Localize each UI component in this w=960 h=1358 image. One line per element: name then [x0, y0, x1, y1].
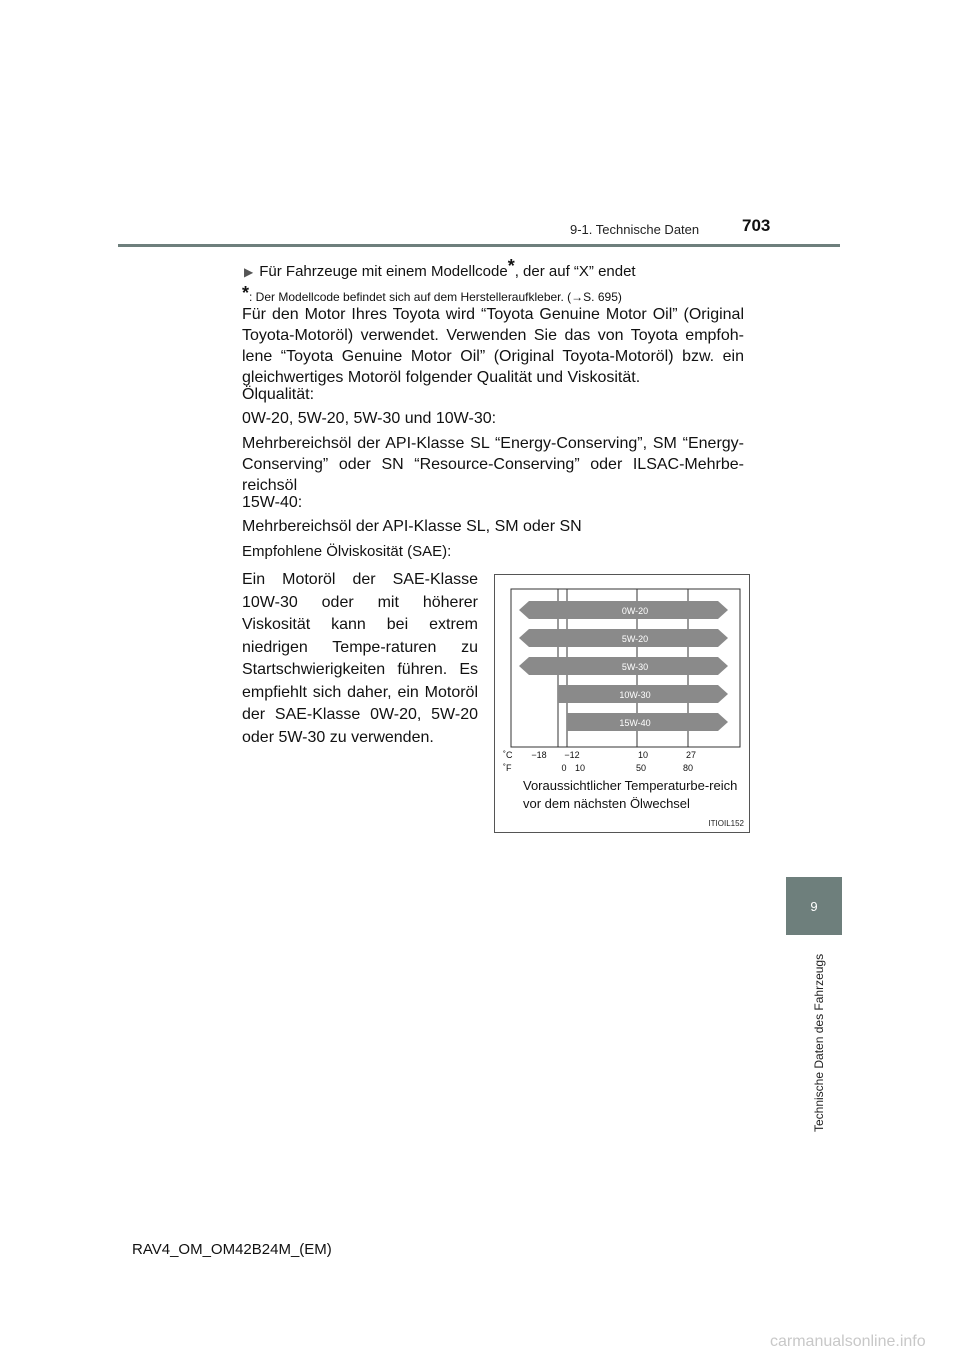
chapter-side-label — [812, 942, 826, 1132]
heading-suffix: , der auf “X” endet — [514, 263, 636, 280]
chapter-title: Technische Daten des Fahrzeugs — [812, 953, 826, 1132]
viscosity-bar-label: 0W-20 — [621, 606, 649, 616]
viscosity-bar-label: 15W-40 — [619, 718, 651, 728]
tick-label-fahrenheit: 10 — [574, 763, 586, 773]
footnote — [242, 283, 622, 304]
watermark: carmanualsonline.info — [770, 1333, 926, 1350]
viscosity-paragraph: Ein Motoröl der SAE-Klasse 10W-30 oder mit höherer Viskosität kann bei extrem niedrigen Tempe-raturen zu Startschwierigkeiten führen. Es empfiehlt sich daher, ein Motoröl der SAE-Klasse 0W-20, 5W-20 oder 5W-30 zu verwenden. — [242, 571, 478, 746]
grades-group-1: 0W-20, 5W-20, 5W-30 und 10W-30: — [242, 410, 497, 427]
model-code-heading — [244, 256, 636, 280]
viscosity-bar-label: 5W-20 — [621, 634, 649, 644]
tick-label-celsius: −12 — [564, 750, 580, 760]
tick-label-celsius: −18 — [531, 750, 547, 760]
tick-label-fahrenheit: 0 — [561, 763, 567, 773]
heading-text: Für Fahrzeuge mit einem Modellcode — [259, 263, 508, 280]
footnote-text: : Der Modellcode befindet sich auf dem Herstelleraufkleber. (→S. 695) — [249, 290, 622, 304]
grades-group-2: 15W-40: — [242, 494, 303, 511]
diagram-caption: Voraussichtlicher Temperaturbe-reich vor dem nächsten Ölwechsel — [523, 778, 738, 811]
footnote-asterisk: * — [242, 283, 250, 303]
intro-paragraph: Für den Motor Ihres Toyota wird “Toyota Genuine Motor Oil” (Original Toyota-Motoröl) verwendet. Verwenden Sie das von Toyota empfoh-lene “Toyota Genuine Motor Oil” (Original Toyota-Motoröl) bzw. ein gleichwertiges Motoröl folgender Qualität und Viskosität. — [242, 306, 744, 386]
header-divider — [118, 244, 840, 247]
viscosity-bar-label: 10W-30 — [619, 690, 651, 700]
document-code: RAV4_OM_OM42B24M_(EM) — [132, 1241, 332, 1258]
axis-unit-celsius: ˚C — [503, 750, 513, 760]
triangle-bullet-icon: ▶ — [244, 265, 254, 279]
asterisk-mark: * — [507, 256, 515, 276]
tick-label-celsius: 10 — [637, 750, 649, 760]
oil-quality-label: Ölqualität: — [242, 386, 315, 403]
chapter-tab[interactable] — [786, 877, 842, 935]
axis-unit-fahrenheit: ˚F — [503, 763, 512, 773]
viscosity-bar-label: 5W-30 — [621, 662, 649, 672]
tick-label-celsius: 27 — [685, 750, 697, 760]
tick-label-fahrenheit: 50 — [635, 763, 647, 773]
header-section-title: 9-1. Technische Daten — [570, 222, 700, 237]
viscosity-diagram — [494, 574, 750, 833]
grades-group-1-spec: Mehrbereichsöl der API-Klasse SL “Energy-Conserving”, SM “Energy-Conserving” oder SN “Resource-Conserving” oder ILSAC-Mehrbe-reichsöl — [242, 435, 744, 494]
diagram-code: ITIOIL152 — [708, 819, 744, 828]
chapter-number: 9 — [810, 898, 818, 914]
page-number: 703 — [742, 216, 771, 235]
viscosity-label: Empfohlene Ölviskosität (SAE): — [242, 543, 452, 560]
tick-label-fahrenheit: 80 — [682, 763, 694, 773]
grades-group-2-spec: Mehrbereichsöl der API-Klasse SL, SM oder SN — [242, 518, 582, 535]
